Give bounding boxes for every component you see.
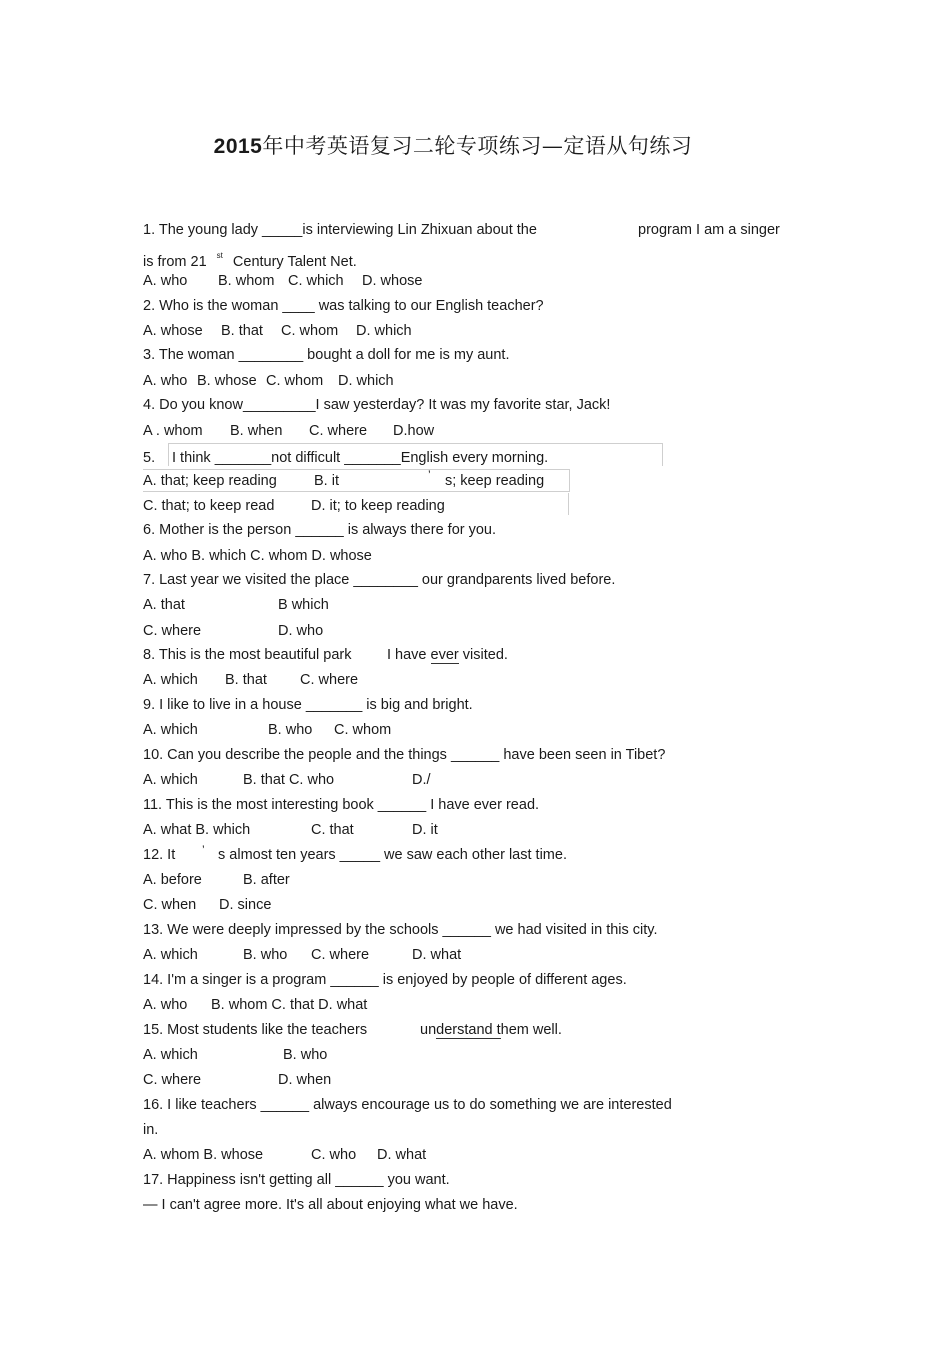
- q2-option-b: B. that: [221, 323, 263, 339]
- q12-stem-start: 12. It: [143, 847, 176, 863]
- q16-option-ab: A. whom B. whose: [143, 1147, 264, 1163]
- q9-option-a: A. which: [143, 722, 198, 738]
- q1-option-c: C. which: [288, 273, 344, 289]
- q17-reply: — I can't agree more. It's all about enjoying what we have.: [143, 1197, 518, 1213]
- q11-option-c: C. that: [311, 822, 354, 838]
- q8-tail-end: visited.: [458, 647, 508, 663]
- q13-option-b: B. who: [243, 947, 288, 963]
- q15-underlined-text: derstand t: [436, 1022, 501, 1038]
- q4-option-b: B. when: [230, 423, 283, 439]
- q12-option-c: C. when: [143, 897, 197, 913]
- q12-option-a: A. before: [143, 872, 202, 888]
- q10-option-bc: B. that C. who: [243, 772, 335, 788]
- q3-option-b: B. whose: [197, 373, 257, 389]
- q17-stem: 17. Happiness isn't getting all ______ you want.: [143, 1172, 450, 1188]
- q5-option-a: A. that; keep reading: [143, 473, 277, 489]
- q15-tail-end: hem well.: [500, 1022, 562, 1038]
- q14-option-a: A. who: [143, 997, 188, 1013]
- q4-option-a: A . whom: [143, 423, 203, 439]
- q8-tail-text: I have: [387, 647, 431, 663]
- q1-stem: [143, 221, 537, 239]
- q8-option-b: B. that: [225, 672, 267, 688]
- q2-option-a: A. whose: [143, 323, 203, 339]
- q5-stem: I think _______not difficult _______English every morning.: [172, 450, 549, 466]
- q2-option-c: C. whom: [281, 323, 339, 339]
- q4-option-c: C. where: [309, 423, 368, 439]
- q10-stem: 10. Can you describe the people and the things ______ have been seen in Tibet?: [143, 747, 666, 763]
- q13-option-d: D. what: [412, 947, 462, 963]
- q16-stem: 16. I like teachers ______ always encourage us to do something we are interested: [143, 1097, 672, 1113]
- q1-stem-text: 1. The young lady _____is interviewing Lin Zhixuan about the: [143, 222, 537, 238]
- q12-option-b: B. after: [243, 872, 290, 888]
- q11-stem: 11. This is the most interesting book ______ I have ever read.: [143, 797, 540, 813]
- q4-stem: 4. Do you know_________I saw yesterday? It was my favorite star, Jack!: [143, 397, 611, 413]
- q14-option-bcd: B. whom C. that D. what: [211, 997, 368, 1013]
- q5-apostrophe: ’: [428, 468, 431, 482]
- q5-option-b: B. it: [314, 473, 339, 489]
- q3-option-a: A. who: [143, 373, 188, 389]
- q1-line2-text: is from 21: [143, 254, 207, 270]
- q9-option-b: B. who: [268, 722, 313, 738]
- q8-stem: 8. This is the most beautiful park: [143, 647, 352, 663]
- q6-options: A. who B. which C. whom D. whose: [143, 548, 372, 564]
- q5-frame-side: [568, 493, 569, 515]
- q13-option-a: A. which: [143, 947, 198, 963]
- q9-stem: 9. I like to live in a house _______ is big and bright.: [143, 697, 473, 713]
- q9-option-c: C. whom: [334, 722, 392, 738]
- q1-option-b: B. whom: [218, 273, 275, 289]
- q1-option-a: A. who: [143, 273, 188, 289]
- q1-line2-tail: Century Talent Net.: [232, 254, 357, 270]
- q16-option-c: C. who: [311, 1147, 357, 1163]
- q15-stem-tail: [420, 1021, 562, 1039]
- q15-option-a: A. which: [143, 1047, 198, 1063]
- q5-option-c: C. that; to keep read: [143, 498, 275, 514]
- q1-stem-tail: program I am a singer: [638, 222, 780, 238]
- q11-option-d: D. it: [412, 822, 438, 838]
- q6-stem: 6. Mother is the person ______ is always there for you.: [143, 522, 497, 538]
- q16-stem-line2: in.: [143, 1122, 159, 1138]
- q5-num: 5.: [143, 450, 156, 466]
- q10-option-d: D./: [412, 772, 431, 788]
- q15-option-b: B. who: [283, 1047, 328, 1063]
- q8-underlined-word: ever: [430, 647, 459, 663]
- q15-option-d: D. when: [278, 1072, 332, 1088]
- q5-option-b-tail: s; keep reading: [445, 473, 545, 489]
- q1-stem-line2: [143, 247, 357, 271]
- q7-stem: 7. Last year we visited the place ________ our grandparents lived before.: [143, 572, 616, 588]
- q7-option-d: D. who: [278, 623, 324, 639]
- q8-stem-tail: [387, 646, 508, 664]
- q15-option-c: C. where: [143, 1072, 202, 1088]
- q3-option-c: C. whom: [266, 373, 324, 389]
- q4-option-d: D.how: [393, 423, 435, 439]
- q15-tail-text: un: [420, 1022, 437, 1038]
- q13-option-c: C. where: [311, 947, 370, 963]
- q13-stem: 13. We were deeply impressed by the schools ______ we had visited in this city.: [143, 922, 658, 938]
- q15-stem: 15. Most students like the teachers: [143, 1022, 368, 1038]
- q7-option-b: B which: [278, 597, 329, 613]
- q12-apostrophe: ’: [202, 843, 205, 857]
- q12-stem: [143, 843, 567, 864]
- q16-option-d: D. what: [377, 1147, 427, 1163]
- q11-option-ab: A. what B. which: [143, 822, 251, 838]
- q2-stem: 2. Who is the woman ____ was talking to our English teacher?: [143, 298, 544, 314]
- title-year: 2015: [213, 135, 263, 158]
- q14-stem: 14. I'm a singer is a program ______ is enjoyed by people of different ages.: [143, 972, 627, 988]
- q8-option-c: C. where: [300, 672, 359, 688]
- q10-option-a: A. which: [143, 772, 198, 788]
- q3-stem: 3. The woman ________ bought a doll for me is my aunt.: [143, 347, 510, 363]
- q1-option-d: D. whose: [362, 273, 423, 289]
- q2-option-d: D. which: [356, 323, 412, 339]
- q12-stem-end: s almost ten years _____ we saw each other last time.: [218, 847, 567, 863]
- q3-option-d: D. which: [338, 373, 394, 389]
- q1-superscript: st: [216, 251, 223, 260]
- q12-option-d: D. since: [219, 897, 272, 913]
- q8-option-a: A. which: [143, 672, 198, 688]
- q7-option-a: A. that: [143, 597, 185, 613]
- q7-option-c: C. where: [143, 623, 202, 639]
- page-title: [0, 130, 906, 160]
- q5-option-d: D. it; to keep reading: [311, 498, 445, 514]
- title-text: 年中考英语复习二轮专项练习—定语从句练习: [262, 134, 693, 158]
